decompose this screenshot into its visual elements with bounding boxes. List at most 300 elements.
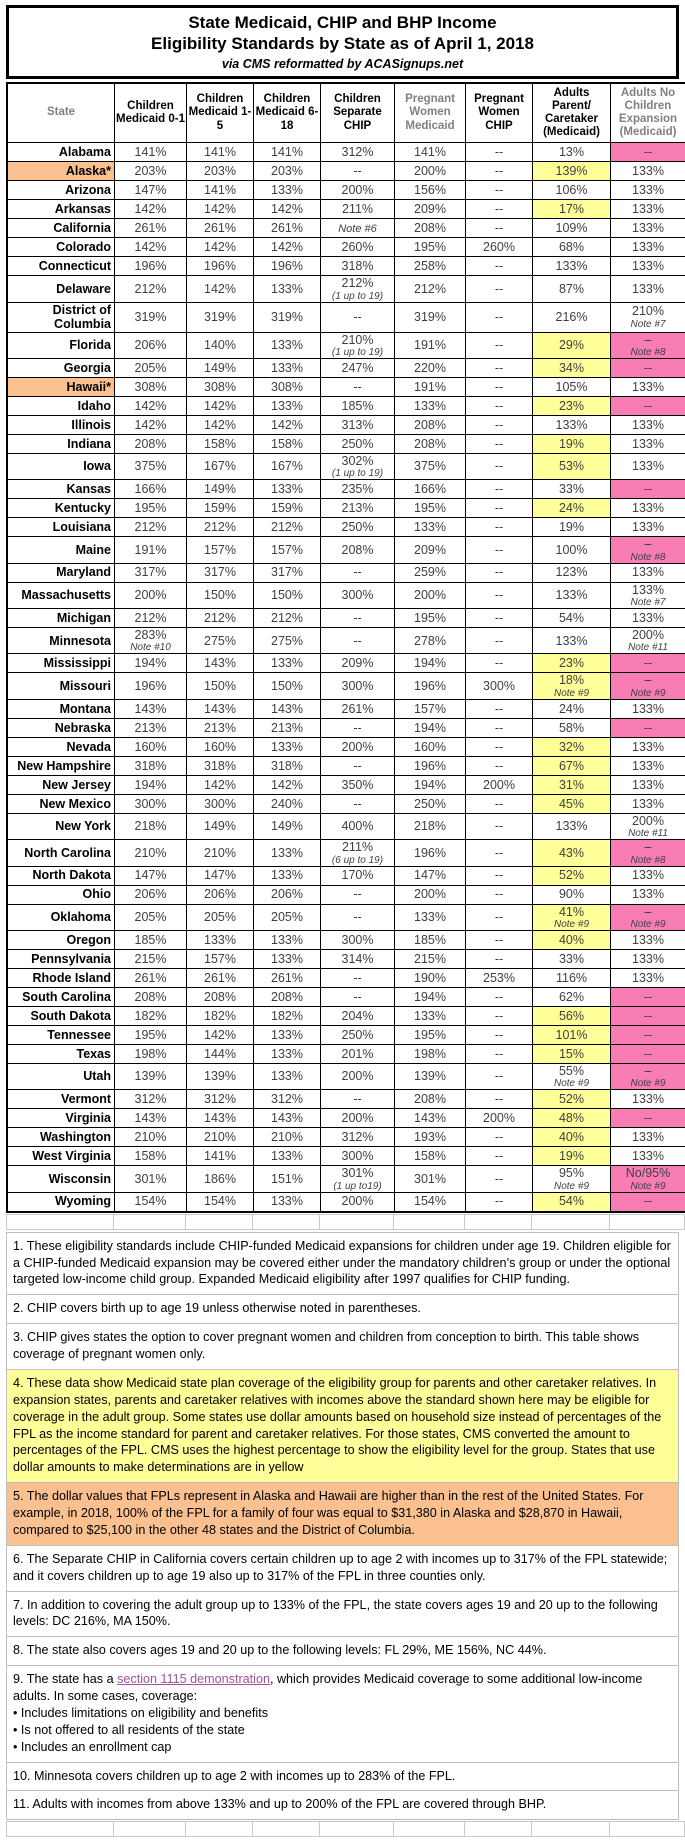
cell-pregnant-women-chip: -- bbox=[466, 1166, 533, 1192]
cell-adults-parent-caretaker: 19% bbox=[533, 518, 611, 537]
cell-adults-no-children-expansion: 133% bbox=[611, 238, 685, 257]
cell-children-separate-chip: 200% bbox=[321, 1109, 395, 1128]
cell-adults-no-children-expansion: -- bbox=[611, 1006, 685, 1025]
cell-children-medicaid-6-18: 206% bbox=[254, 885, 321, 904]
cell-children-medicaid-0-1: 261% bbox=[115, 968, 187, 987]
cell-children-separate-chip: 300% bbox=[321, 1147, 395, 1166]
table-row bbox=[7, 840, 685, 866]
cell-pregnant-women-medicaid: 209% bbox=[395, 537, 466, 563]
cell-adults-no-children-expansion: -- bbox=[611, 396, 685, 415]
cell-adults-no-children-expansion: 133% bbox=[611, 968, 685, 987]
cell-children-medicaid-6-18: 143% bbox=[254, 1109, 321, 1128]
column-header-children-separate-chip: Children Separate CHIP bbox=[321, 83, 395, 143]
cell-pregnant-women-chip: -- bbox=[466, 434, 533, 453]
cell-children-medicaid-6-18: 142% bbox=[254, 775, 321, 794]
cell-pregnant-women-medicaid: 215% bbox=[395, 949, 466, 968]
cell-pregnant-women-medicaid: 209% bbox=[395, 200, 466, 219]
cell-children-medicaid-6-18: 205% bbox=[254, 904, 321, 930]
cell-adults-no-children-expansion: 133% bbox=[611, 377, 685, 396]
cell-children-medicaid-1-5: 317% bbox=[187, 563, 254, 582]
cell-adults-no-children-expansion: 133% bbox=[611, 1128, 685, 1147]
state-name: North Carolina bbox=[7, 840, 115, 866]
cell-children-medicaid-1-5: 143% bbox=[187, 1109, 254, 1128]
cell-pregnant-women-medicaid: 191% bbox=[395, 377, 466, 396]
cell-pregnant-women-medicaid: 198% bbox=[395, 1044, 466, 1063]
cell-pregnant-women-medicaid: 160% bbox=[395, 737, 466, 756]
cell-pregnant-women-chip: -- bbox=[466, 582, 533, 608]
table-row bbox=[7, 219, 685, 238]
cell-children-separate-chip: 250% bbox=[321, 518, 395, 537]
cell-children-medicaid-1-5: 147% bbox=[187, 866, 254, 885]
cell-children-medicaid-1-5: 158% bbox=[187, 434, 254, 453]
table-row bbox=[7, 276, 685, 302]
footnote-7 bbox=[7, 1591, 678, 1637]
cell-children-medicaid-1-5: 157% bbox=[187, 949, 254, 968]
table-row bbox=[7, 1044, 685, 1063]
cell-children-medicaid-6-18: 133% bbox=[254, 332, 321, 358]
cell-children-medicaid-6-18: 150% bbox=[254, 582, 321, 608]
cell-adults-no-children-expansion: 133% bbox=[611, 434, 685, 453]
state-name: Utah bbox=[7, 1063, 115, 1089]
cell-adults-no-children-expansion: 133% bbox=[611, 453, 685, 479]
footnote-text: , which provides Medicaid coverage to some additional low-income adults. In some cases, coverage: bbox=[13, 1672, 642, 1703]
cell-children-medicaid-6-18: 182% bbox=[254, 1006, 321, 1025]
cell-adults-parent-caretaker: 19% bbox=[533, 434, 611, 453]
cell-adults-no-children-expansion: – Note #8 bbox=[611, 840, 685, 866]
cell-children-medicaid-6-18: 261% bbox=[254, 968, 321, 987]
cell-adults-parent-caretaker: 33% bbox=[533, 480, 611, 499]
table-row bbox=[7, 949, 685, 968]
cell-pregnant-women-medicaid: 143% bbox=[395, 1109, 466, 1128]
cell-children-separate-chip: 300% bbox=[321, 673, 395, 699]
cell-pregnant-women-medicaid: 190% bbox=[395, 968, 466, 987]
cell-adults-no-children-expansion: 133% bbox=[611, 1147, 685, 1166]
cell-pregnant-women-chip: -- bbox=[466, 1063, 533, 1089]
footnote-text: 9. The state has a bbox=[13, 1672, 117, 1686]
empty-cell bbox=[7, 1822, 114, 1837]
cell-adults-parent-caretaker: 133% bbox=[533, 257, 611, 276]
cell-children-medicaid-0-1: 142% bbox=[115, 415, 187, 434]
table-row bbox=[7, 582, 685, 608]
state-name: Alaska* bbox=[7, 162, 115, 181]
cell-children-medicaid-1-5: 186% bbox=[187, 1166, 254, 1192]
table-row bbox=[7, 654, 685, 673]
cell-adults-no-children-expansion: -- bbox=[611, 143, 685, 162]
cell-pregnant-women-chip: -- bbox=[466, 628, 533, 654]
cell-children-medicaid-0-1: 143% bbox=[115, 699, 187, 718]
table-row bbox=[7, 358, 685, 377]
cell-children-medicaid-6-18: 308% bbox=[254, 377, 321, 396]
cell-children-medicaid-6-18: 133% bbox=[254, 1063, 321, 1089]
cell-children-medicaid-0-1: 200% bbox=[115, 582, 187, 608]
cell-pregnant-women-medicaid: 218% bbox=[395, 813, 466, 839]
cell-adults-parent-caretaker: 43% bbox=[533, 840, 611, 866]
cell-children-medicaid-0-1: 142% bbox=[115, 396, 187, 415]
cell-adults-parent-caretaker: 17% bbox=[533, 200, 611, 219]
empty-cell bbox=[610, 1822, 685, 1837]
cell-adults-parent-caretaker: 32% bbox=[533, 737, 611, 756]
cell-children-medicaid-0-1: 318% bbox=[115, 756, 187, 775]
cell-pregnant-women-chip: -- bbox=[466, 480, 533, 499]
cell-children-medicaid-1-5: 150% bbox=[187, 673, 254, 699]
cell-children-medicaid-0-1: 210% bbox=[115, 840, 187, 866]
cell-children-medicaid-0-1: 139% bbox=[115, 1063, 187, 1089]
cell-adults-no-children-expansion: -- bbox=[611, 987, 685, 1006]
cell-children-medicaid-0-1: 203% bbox=[115, 162, 187, 181]
cell-children-medicaid-1-5: 261% bbox=[187, 968, 254, 987]
cell-children-separate-chip: -- bbox=[321, 609, 395, 628]
table-header-row bbox=[7, 83, 685, 143]
cell-adults-no-children-expansion: 133% bbox=[611, 563, 685, 582]
cell-children-medicaid-1-5: 167% bbox=[187, 453, 254, 479]
state-name: Oregon bbox=[7, 930, 115, 949]
cell-pregnant-women-medicaid: 133% bbox=[395, 904, 466, 930]
state-name: Michigan bbox=[7, 609, 115, 628]
cell-pregnant-women-medicaid: 250% bbox=[395, 794, 466, 813]
table-row bbox=[7, 563, 685, 582]
cell-adults-no-children-expansion: 133% bbox=[611, 276, 685, 302]
table-row bbox=[7, 718, 685, 737]
table-row bbox=[7, 537, 685, 563]
cell-children-medicaid-0-1: 319% bbox=[115, 302, 187, 332]
cell-adults-parent-caretaker: 133% bbox=[533, 582, 611, 608]
cell-children-separate-chip: 312% bbox=[321, 143, 395, 162]
cell-children-medicaid-6-18: 212% bbox=[254, 609, 321, 628]
cell-children-separate-chip: 235% bbox=[321, 480, 395, 499]
cell-children-medicaid-1-5: 275% bbox=[187, 628, 254, 654]
state-name: California bbox=[7, 219, 115, 238]
cell-children-medicaid-1-5: 141% bbox=[187, 143, 254, 162]
state-name: Vermont bbox=[7, 1090, 115, 1109]
state-name: Mississippi bbox=[7, 654, 115, 673]
cell-adults-parent-caretaker: 54% bbox=[533, 609, 611, 628]
state-name: Iowa bbox=[7, 453, 115, 479]
cell-children-medicaid-6-18: 149% bbox=[254, 813, 321, 839]
cell-adults-no-children-expansion: No/95% Note #9 bbox=[611, 1166, 685, 1192]
cell-pregnant-women-chip: -- bbox=[466, 332, 533, 358]
cell-children-medicaid-6-18: 158% bbox=[254, 434, 321, 453]
cell-children-medicaid-1-5: 149% bbox=[187, 358, 254, 377]
table-row bbox=[7, 518, 685, 537]
cell-adults-parent-caretaker: 24% bbox=[533, 699, 611, 718]
cell-pregnant-women-medicaid: 195% bbox=[395, 238, 466, 257]
cell-pregnant-women-chip: -- bbox=[466, 537, 533, 563]
cell-children-medicaid-6-18: 141% bbox=[254, 143, 321, 162]
cell-children-medicaid-0-1: 191% bbox=[115, 537, 187, 563]
cell-pregnant-women-chip: -- bbox=[466, 1025, 533, 1044]
footnote-text: 7. In addition to covering the adult group up to 133% of the FPL, the state covers ages 19 and 20 up to the following levels: DC 216%, MA 150%. bbox=[13, 1597, 672, 1631]
cell-adults-parent-caretaker: 62% bbox=[533, 987, 611, 1006]
cell-children-medicaid-6-18: 159% bbox=[254, 499, 321, 518]
cell-children-medicaid-6-18: 213% bbox=[254, 718, 321, 737]
cell-adults-parent-caretaker: 45% bbox=[533, 794, 611, 813]
cell-children-medicaid-6-18: 317% bbox=[254, 563, 321, 582]
state-name: Delaware bbox=[7, 276, 115, 302]
column-header-adults-parent-caretaker: Adults Parent/ Caretaker (Medicaid) bbox=[533, 83, 611, 143]
cell-pregnant-women-medicaid: 133% bbox=[395, 518, 466, 537]
footnote-text bbox=[13, 1671, 672, 1705]
cell-adults-no-children-expansion: 133% bbox=[611, 415, 685, 434]
cell-pregnant-women-chip: -- bbox=[466, 654, 533, 673]
cell-adults-no-children-expansion: 133% bbox=[611, 518, 685, 537]
empty-cell bbox=[610, 1214, 685, 1229]
cell-children-medicaid-1-5: 182% bbox=[187, 1006, 254, 1025]
cell-adults-parent-caretaker: 33% bbox=[533, 949, 611, 968]
table-row bbox=[7, 1063, 685, 1089]
cell-children-separate-chip: 261% bbox=[321, 699, 395, 718]
footnote-6 bbox=[7, 1545, 678, 1591]
cell-children-medicaid-6-18: 312% bbox=[254, 1090, 321, 1109]
cell-children-separate-chip: 250% bbox=[321, 1025, 395, 1044]
cell-adults-parent-caretaker: 95% Note #9 bbox=[533, 1166, 611, 1192]
cell-children-medicaid-6-18: 133% bbox=[254, 1025, 321, 1044]
cell-pregnant-women-medicaid: 133% bbox=[395, 1006, 466, 1025]
cell-pregnant-women-medicaid: 194% bbox=[395, 775, 466, 794]
cell-children-medicaid-1-5: 212% bbox=[187, 609, 254, 628]
empty-cell bbox=[394, 1214, 465, 1229]
cell-children-medicaid-0-1: 375% bbox=[115, 453, 187, 479]
cell-pregnant-women-chip: -- bbox=[466, 396, 533, 415]
cell-adults-no-children-expansion: 133% bbox=[611, 181, 685, 200]
footnote-text: 5. The dollar values that FPLs represent in Alaska and Hawaii are higher than in the rest of the United States. For example, in 2018, 100% of the FPL for a family of four was equal to $31,380 in Alaska and $28,870 in Hawaii, compared to $25,100 in the other 48 states and the District of Columbia. bbox=[13, 1488, 672, 1539]
cell-adults-parent-caretaker: 41% Note #9 bbox=[533, 904, 611, 930]
cell-children-separate-chip: -- bbox=[321, 885, 395, 904]
table-row bbox=[7, 181, 685, 200]
cell-children-medicaid-0-1: 196% bbox=[115, 257, 187, 276]
state-name: New Mexico bbox=[7, 794, 115, 813]
cell-adults-no-children-expansion: – Note #9 bbox=[611, 673, 685, 699]
column-header-children-medicaid-0-1: Children Medicaid 0-1 bbox=[115, 83, 187, 143]
cell-children-medicaid-6-18: 142% bbox=[254, 200, 321, 219]
cell-children-medicaid-0-1: 300% bbox=[115, 794, 187, 813]
state-name: Kentucky bbox=[7, 499, 115, 518]
cell-children-separate-chip: 312% bbox=[321, 1128, 395, 1147]
cell-children-separate-chip: 200% bbox=[321, 1192, 395, 1212]
cell-children-medicaid-1-5: 308% bbox=[187, 377, 254, 396]
cell-children-separate-chip: -- bbox=[321, 904, 395, 930]
cell-children-medicaid-6-18: 143% bbox=[254, 699, 321, 718]
state-name: New York bbox=[7, 813, 115, 839]
cell-pregnant-women-chip: -- bbox=[466, 930, 533, 949]
cell-children-medicaid-1-5: 142% bbox=[187, 238, 254, 257]
cell-adults-no-children-expansion: -- bbox=[611, 358, 685, 377]
table-row bbox=[7, 453, 685, 479]
cell-children-medicaid-6-18: 318% bbox=[254, 756, 321, 775]
cell-children-medicaid-1-5: 149% bbox=[187, 480, 254, 499]
cell-children-medicaid-1-5: 210% bbox=[187, 840, 254, 866]
cell-children-separate-chip: 350% bbox=[321, 775, 395, 794]
cell-children-medicaid-1-5: 300% bbox=[187, 794, 254, 813]
empty-cell bbox=[394, 1822, 465, 1837]
cell-adults-parent-caretaker: 24% bbox=[533, 499, 611, 518]
cell-adults-parent-caretaker: 106% bbox=[533, 181, 611, 200]
cell-children-medicaid-0-1: 212% bbox=[115, 609, 187, 628]
cell-pregnant-women-chip: -- bbox=[466, 949, 533, 968]
cell-pregnant-women-chip: -- bbox=[466, 794, 533, 813]
cell-adults-parent-caretaker: 100% bbox=[533, 537, 611, 563]
cell-pregnant-women-chip: -- bbox=[466, 563, 533, 582]
state-name: Oklahoma bbox=[7, 904, 115, 930]
cell-pregnant-women-chip: -- bbox=[466, 699, 533, 718]
cell-children-medicaid-1-5: 159% bbox=[187, 499, 254, 518]
table-row bbox=[7, 673, 685, 699]
cell-adults-parent-caretaker: 40% bbox=[533, 1128, 611, 1147]
cell-children-separate-chip: 213% bbox=[321, 499, 395, 518]
cell-children-medicaid-6-18: 133% bbox=[254, 930, 321, 949]
cell-pregnant-women-chip: -- bbox=[466, 866, 533, 885]
table-row bbox=[7, 499, 685, 518]
cell-children-medicaid-1-5: 205% bbox=[187, 904, 254, 930]
page-subtitle: via CMS reformatted by ACASignups.net bbox=[13, 57, 672, 71]
footnote-2 bbox=[7, 1294, 678, 1323]
cell-adults-parent-caretaker: 18% Note #9 bbox=[533, 673, 611, 699]
cell-pregnant-women-medicaid: 200% bbox=[395, 582, 466, 608]
cell-adults-no-children-expansion: 133% bbox=[611, 609, 685, 628]
cell-pregnant-women-medicaid: 278% bbox=[395, 628, 466, 654]
cell-children-separate-chip: 250% bbox=[321, 434, 395, 453]
table-row bbox=[7, 238, 685, 257]
cell-children-separate-chip: 200% bbox=[321, 737, 395, 756]
cell-pregnant-women-medicaid: 193% bbox=[395, 1128, 466, 1147]
state-name: Illinois bbox=[7, 415, 115, 434]
cell-children-medicaid-6-18: 133% bbox=[254, 840, 321, 866]
footnote-text: 1. These eligibility standards include CHIP-funded Medicaid expansions for children under age 19. Children eligible for a CHIP-funded Medicaid expansion may be covered either under the mandatory children’s group or under the optional targeted low-income child group. Expanded Medicaid eligibility after 1997 qualifies for CHIP funding. bbox=[13, 1238, 672, 1289]
cell-children-separate-chip: 211% bbox=[321, 200, 395, 219]
cell-children-medicaid-1-5: 142% bbox=[187, 415, 254, 434]
cell-adults-parent-caretaker: 216% bbox=[533, 302, 611, 332]
cell-children-medicaid-6-18: 133% bbox=[254, 181, 321, 200]
cell-adults-parent-caretaker: 52% bbox=[533, 866, 611, 885]
table-row bbox=[7, 1147, 685, 1166]
column-header-children-medicaid-6-18: Children Medicaid 6-18 bbox=[254, 83, 321, 143]
cell-adults-no-children-expansion: 133% bbox=[611, 949, 685, 968]
cell-children-medicaid-0-1: 208% bbox=[115, 987, 187, 1006]
cell-adults-parent-caretaker: 48% bbox=[533, 1109, 611, 1128]
cell-children-medicaid-1-5: 210% bbox=[187, 1128, 254, 1147]
state-name: Arkansas bbox=[7, 200, 115, 219]
empty-cell bbox=[532, 1214, 610, 1229]
cell-children-medicaid-6-18: 133% bbox=[254, 737, 321, 756]
cell-children-medicaid-0-1: 206% bbox=[115, 885, 187, 904]
cell-adults-parent-caretaker: 133% bbox=[533, 813, 611, 839]
cell-children-medicaid-6-18: 150% bbox=[254, 673, 321, 699]
cell-children-medicaid-6-18: 133% bbox=[254, 1192, 321, 1212]
cell-pregnant-women-chip: -- bbox=[466, 885, 533, 904]
footnote-text: 3. CHIP gives states the option to cover pregnant women and children from conception to birth. This table shows coverage of pregnant women only. bbox=[13, 1329, 672, 1363]
cell-children-separate-chip: 204% bbox=[321, 1006, 395, 1025]
empty-cell bbox=[532, 1822, 610, 1837]
footnote-text: • Includes limitations on eligibility and benefits bbox=[13, 1705, 672, 1722]
cell-pregnant-women-medicaid: 196% bbox=[395, 756, 466, 775]
cell-children-medicaid-1-5: 139% bbox=[187, 1063, 254, 1089]
cell-pregnant-women-chip: -- bbox=[466, 1147, 533, 1166]
cell-adults-no-children-expansion: 200% Note #11 bbox=[611, 813, 685, 839]
cell-children-medicaid-0-1: 195% bbox=[115, 499, 187, 518]
empty-cell bbox=[465, 1822, 532, 1837]
footnote-text: 4. These data show Medicaid state plan coverage of the eligibility group for parents and other caretaker relatives. In expansion states, parents and caretaker relatives with incomes above the standard shown here may be eligible for coverage in the adult group. Some states use dollar amounts based on household size instead of percentages of the FPL as the income standard for parent and caretaker relatives. For those states, CMS converted the amount to percentages of the FPL. CMS uses the highest percentage to show the eligibility level for the group. States that use dollar amounts to make determinations are in yellow bbox=[13, 1375, 672, 1476]
cell-children-medicaid-0-1: 308% bbox=[115, 377, 187, 396]
cell-pregnant-women-chip: -- bbox=[466, 377, 533, 396]
table-row bbox=[7, 1109, 685, 1128]
cell-children-medicaid-0-1: 142% bbox=[115, 200, 187, 219]
cell-pregnant-women-medicaid: 319% bbox=[395, 302, 466, 332]
cell-pregnant-women-chip: -- bbox=[466, 219, 533, 238]
table-row bbox=[7, 699, 685, 718]
cell-pregnant-women-medicaid: 194% bbox=[395, 654, 466, 673]
cell-children-medicaid-6-18: 142% bbox=[254, 415, 321, 434]
column-header-children-medicaid-1-5: Children Medicaid 1-5 bbox=[187, 83, 254, 143]
section-1115-demonstration-link[interactable]: section 1115 demonstration bbox=[117, 1672, 270, 1686]
state-name: Texas bbox=[7, 1044, 115, 1063]
cell-children-medicaid-1-5: 212% bbox=[187, 518, 254, 537]
cell-adults-parent-caretaker: 109% bbox=[533, 219, 611, 238]
cell-adults-parent-caretaker: 31% bbox=[533, 775, 611, 794]
cell-children-medicaid-1-5: 157% bbox=[187, 537, 254, 563]
cell-children-medicaid-1-5: 208% bbox=[187, 987, 254, 1006]
cell-children-medicaid-1-5: 196% bbox=[187, 257, 254, 276]
cell-pregnant-women-medicaid: 208% bbox=[395, 434, 466, 453]
table-row bbox=[7, 396, 685, 415]
empty-grid-strip-bottom bbox=[6, 1821, 679, 1837]
table-row bbox=[7, 377, 685, 396]
cell-pregnant-women-medicaid: 208% bbox=[395, 1090, 466, 1109]
cell-children-medicaid-0-1: 198% bbox=[115, 1044, 187, 1063]
cell-children-medicaid-6-18: 157% bbox=[254, 537, 321, 563]
cell-children-medicaid-0-1: 154% bbox=[115, 1192, 187, 1212]
cell-pregnant-women-chip: -- bbox=[466, 358, 533, 377]
cell-adults-parent-caretaker: 101% bbox=[533, 1025, 611, 1044]
state-name: South Dakota bbox=[7, 1006, 115, 1025]
cell-adults-no-children-expansion: – Note #9 bbox=[611, 904, 685, 930]
cell-children-medicaid-0-1: 218% bbox=[115, 813, 187, 839]
cell-pregnant-women-medicaid: 220% bbox=[395, 358, 466, 377]
cell-children-medicaid-1-5: 133% bbox=[187, 930, 254, 949]
table-row bbox=[7, 813, 685, 839]
cell-adults-parent-caretaker: 13% bbox=[533, 143, 611, 162]
column-header-pregnant-women-chip: Pregnant Women CHIP bbox=[466, 83, 533, 143]
state-name: Connecticut bbox=[7, 257, 115, 276]
cell-pregnant-women-chip: -- bbox=[466, 200, 533, 219]
cell-children-medicaid-6-18: 133% bbox=[254, 949, 321, 968]
state-name: Hawaii* bbox=[7, 377, 115, 396]
empty-cell bbox=[7, 1214, 114, 1229]
cell-children-medicaid-6-18: 142% bbox=[254, 238, 321, 257]
table-row bbox=[7, 332, 685, 358]
cell-pregnant-women-medicaid: 208% bbox=[395, 219, 466, 238]
cell-children-medicaid-1-5: 144% bbox=[187, 1044, 254, 1063]
column-header-adults-no-children-expansion: Adults No Children Expansion (Medicaid) bbox=[611, 83, 685, 143]
cell-pregnant-women-medicaid: 200% bbox=[395, 162, 466, 181]
state-name: North Dakota bbox=[7, 866, 115, 885]
cell-children-separate-chip: -- bbox=[321, 756, 395, 775]
cell-children-medicaid-1-5: 143% bbox=[187, 699, 254, 718]
empty-cell bbox=[320, 1822, 394, 1837]
cell-pregnant-women-medicaid: 154% bbox=[395, 1192, 466, 1212]
cell-pregnant-women-medicaid: 194% bbox=[395, 718, 466, 737]
table-row bbox=[7, 1090, 685, 1109]
cell-children-separate-chip: 300% bbox=[321, 582, 395, 608]
footnote-text: • Includes an enrollment cap bbox=[13, 1739, 672, 1756]
empty-grid-strip-top bbox=[6, 1214, 679, 1230]
cell-children-medicaid-1-5: 213% bbox=[187, 718, 254, 737]
cell-pregnant-women-chip: -- bbox=[466, 181, 533, 200]
cell-children-medicaid-1-5: 142% bbox=[187, 396, 254, 415]
cell-pregnant-women-chip: -- bbox=[466, 813, 533, 839]
cell-adults-no-children-expansion: 133% bbox=[611, 699, 685, 718]
cell-adults-parent-caretaker: 123% bbox=[533, 563, 611, 582]
cell-children-separate-chip: 200% bbox=[321, 1063, 395, 1089]
state-name: Colorado bbox=[7, 238, 115, 257]
